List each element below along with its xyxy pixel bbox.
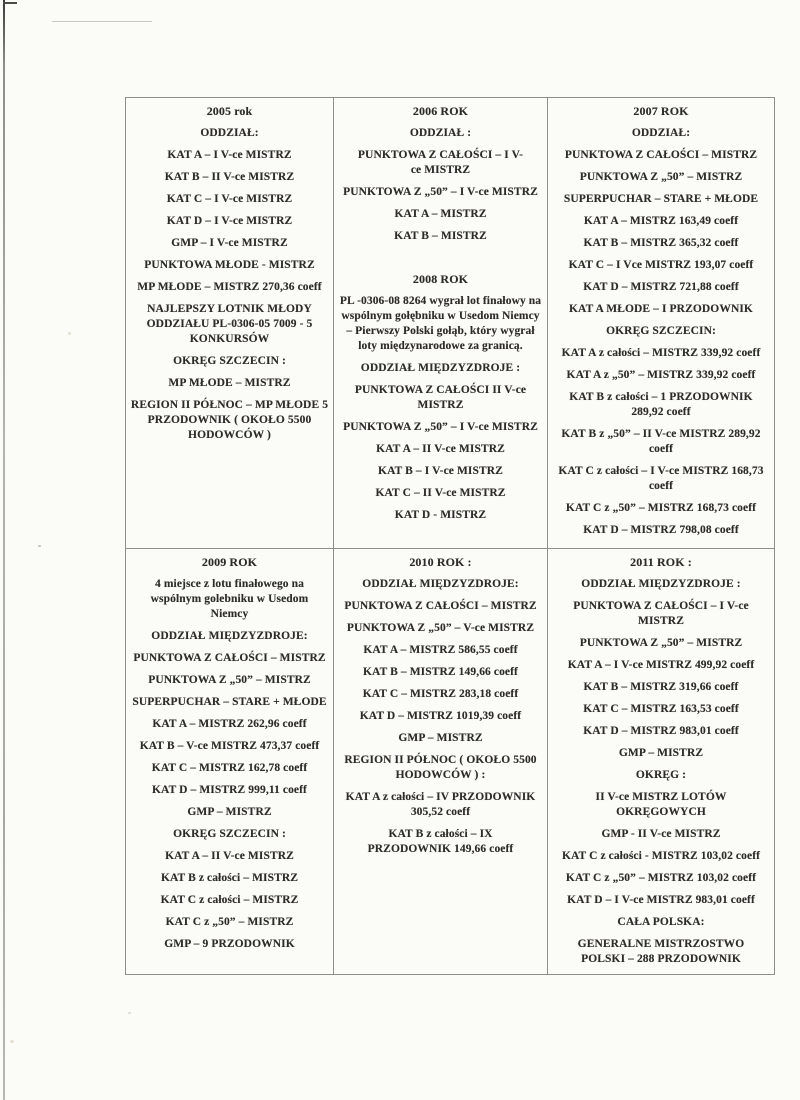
result-line: KAT B – MISTRZ 319,66 coeff [583,681,739,693]
result-line: KAT A – I V-ce MISTRZ [167,149,292,161]
cell-2005 [126,98,334,549]
result-line: SUPERPUCHAR – STARE + MŁODE [132,696,327,708]
scan-artifact-line [52,21,152,22]
result-line: SUPERPUCHAR – STARE + MŁODE [563,193,759,205]
year-heading: 2005 rok [206,104,253,118]
result-line: KAT D – MISTRZ 798,08 coeff [583,524,739,536]
result-line: KAT B z całości – IX PRZODOWNIK 149,66 coeff [367,828,514,855]
result-line: REGION II PÓŁNOC – MP MŁODE 5 PRZODOWNIK ( OKOŁO 5500 HODOWCÓW ) [130,399,329,441]
result-line: KAT D – MISTRZ 999,11 coeff [152,784,307,796]
result-line: CAŁA POLSKA: [617,916,705,928]
result-line: ODDZIAŁ MIĘDZYZDROJE: [151,630,308,642]
year-heading: 2011 ROK : [630,555,692,569]
result-line: KAT A z całości – IV PRZODOWNIK 305,52 coeff [345,791,536,818]
result-line: GMP – I V-ce MISTRZ [171,237,288,249]
result-line: PUNKTOWA Z „50” – MISTRZ [579,171,743,183]
result-line: KAT B z całości – 1 PRZODOWNIK 289,92 coeff [569,391,753,418]
result-line: PUNKTOWA Z „50” – MISTRZ [579,637,743,649]
result-line: KAT C – II V-ce MISTRZ [375,487,506,499]
result-line: KAT A z całości – MISTRZ 339,92 coeff [561,347,761,359]
result-line: ODDZIAŁ MIĘDZYZDROJE : [360,362,521,374]
scan-speck [38,545,41,547]
result-line: ODDZIAŁ : [409,127,472,139]
result-line: KAT A – MISTRZ 262,96 coeff [152,718,307,730]
result-line: ODDZIAŁ MIĘDZYZDROJE: [362,578,519,590]
year-heading: 2010 ROK : [409,555,472,569]
result-line: OKRĘG : [635,769,687,781]
result-line: KAT A – MISTRZ 586,55 coeff [363,644,518,656]
result-line: PUNKTOWA MŁODE - MISTRZ [144,259,315,271]
result-line: GMP – MISTRZ [398,732,483,744]
cell-2009 [126,549,334,974]
result-line: II V-ce MISTRZ LOTÓW OKRĘGOWYCH [595,791,727,818]
result-line: KAT D – MISTRZ 983,01 coeff [583,725,739,737]
result-line: KAT C – MISTRZ 162,78 coeff [151,762,308,774]
results-table [125,97,775,975]
result-line: KAT D – MISTRZ 1019,39 coeff [359,710,522,722]
year-heading: 2007 ROK [633,104,689,118]
result-line: KAT A – I V-ce MISTRZ 499,92 coeff [567,659,755,671]
cell-2011 [548,549,774,974]
result-line: KAT B – II V-ce MISTRZ [164,171,295,183]
result-line: KAT C – MISTRZ 163,53 coeff [583,703,739,715]
result-line: PUNKTOWA Z CAŁOŚCI – MISTRZ [564,149,758,161]
result-line: GMP – MISTRZ [187,806,272,818]
result-line: KAT B z całości – MISTRZ [160,872,299,884]
result-line: MP MŁODE – MISTRZ [168,377,291,389]
result-line: KAT A – MISTRZ [394,208,487,220]
result-line: KAT C – I Vce MISTRZ 193,07 coeff [568,259,754,271]
scan-speck [68,332,71,335]
result-line: PUNKTOWA Z CAŁOŚCI – MISTRZ [133,652,326,664]
result-line: PUNKTOWA Z CAŁOŚCI II V-ce MISTRZ [354,384,527,411]
cell-2006-2008 [334,98,548,549]
result-line: GENERALNE MISTRZOSTWO POLSKI – 288 PRZODOWNIK [577,938,745,965]
result-line: KAT C z całości – MISTRZ [160,894,299,906]
result-line: KAT B – I V-ce MISTRZ [378,465,503,477]
result-line: KAT C – I V-ce MISTRZ [166,193,293,205]
scan-speck [128,1012,131,1014]
result-line: KAT D – MISTRZ 721,88 coeff [583,281,739,293]
result-line: KAT D – I V-ce MISTRZ [166,215,293,227]
result-line: OKRĘG SZCZECIN : [173,355,286,367]
result-line: GMP – MISTRZ [618,747,704,759]
result-line: GMP – 9 PRZODOWNIK [164,938,295,950]
year-heading: 2006 ROK [412,104,469,118]
cell-2010 [334,549,548,974]
result-line: KAT A – MISTRZ 163,49 coeff [583,215,739,227]
result-line: KAT D – I V-ce MISTRZ 983,01 coeff [567,894,755,906]
result-line: MP MŁODE – MISTRZ 270,36 coeff [137,281,322,293]
result-line: KAT C z całości - MISTRZ 103,02 coeff [561,850,761,862]
result-line: 4 miejsce z lotu finałowego na wspólnym golebniku w Usedom Niemcy [150,578,309,620]
result-line: PL -0306-08 8264 wygrał lot finałowy na wspólnym gołębniku w Usedom Niemcy – Pierwszy Polski gołąb, który wygrał loty międzynarodowe za granicą. [339,295,542,352]
result-line: ODDZIAŁ: [200,127,259,139]
result-line: KAT B z „50” – II V-ce MISTRZ 289,92 coeff [561,428,761,455]
result-line: PUNKTOWA Z CAŁOŚCI – I V-ce MISTRZ [573,600,749,627]
result-line: KAT B – MISTRZ 149,66 coeff [363,666,518,678]
result-line: PUNKTOWA Z CAŁOŚCI – MISTRZ [344,600,537,612]
result-line: KAT C z całości – I V-ce MISTRZ 168,73 coeff [558,465,764,492]
result-line: PUNKTOWA Z „50” – I V-ce MISTRZ [343,186,538,198]
cell-2007 [548,98,774,549]
result-line: ODDZIAŁ: [631,127,691,139]
result-line: OKRĘG SZCZECIN: [606,325,716,337]
result-line: KAT D - MISTRZ [394,509,487,521]
result-line: NAJLEPSZY LOTNIK MŁODY ODDZIAŁU PL-0306-05 7009 - 5 KONKURSÓW [146,303,313,345]
result-line: PUNKTOWA Z „50” – I V-ce MISTRZ [343,421,538,433]
result-line: KAT B – MISTRZ 365,32 coeff [583,237,739,249]
result-line: ODDZIAŁ MIĘDZYZDROJE : [581,578,741,590]
year-heading: 2009 ROK [201,555,258,569]
scan-edge-left [3,0,5,1100]
result-line: KAT A z „50” – MISTRZ 339,92 coeff [566,369,756,381]
result-line: REGION II PÓŁNOC ( OKOŁO 5500 HODOWCÓW ) : [344,754,537,781]
result-line: OKRĘG SZCZECIN : [173,828,286,840]
result-line: KAT C z „50” – MISTRZ 103,02 coeff [565,872,757,884]
scan-speck [10,1040,14,1043]
result-line: KAT B – MISTRZ [394,230,487,242]
result-line: KAT A – II V-ce MISTRZ [376,443,505,455]
year-heading: 2008 ROK [412,272,469,286]
result-line: KAT C z „50” – MISTRZ [165,916,294,928]
result-line: PUNKTOWA Z „50” – MISTRZ [148,674,311,686]
result-line: KAT A – II V-ce MISTRZ [165,850,294,862]
result-line: PUNKTOWA Z „50” – V-ce MISTRZ [346,622,535,634]
scan-edge-top [3,2,17,4]
result-line: GMP - II V-ce MISTRZ [601,828,721,840]
result-line: PUNKTOWA Z CAŁOŚCI – I V-ce MISTRZ [357,149,524,176]
result-line: KAT C – MISTRZ 283,18 coeff [362,688,519,700]
result-line: KAT A MŁODE – I PRZODOWNIK [569,303,753,315]
result-line: KAT B – V-ce MISTRZ 473,37 coeff [139,740,320,752]
result-line: KAT C z „50” – MISTRZ 168,73 coeff [565,502,757,514]
